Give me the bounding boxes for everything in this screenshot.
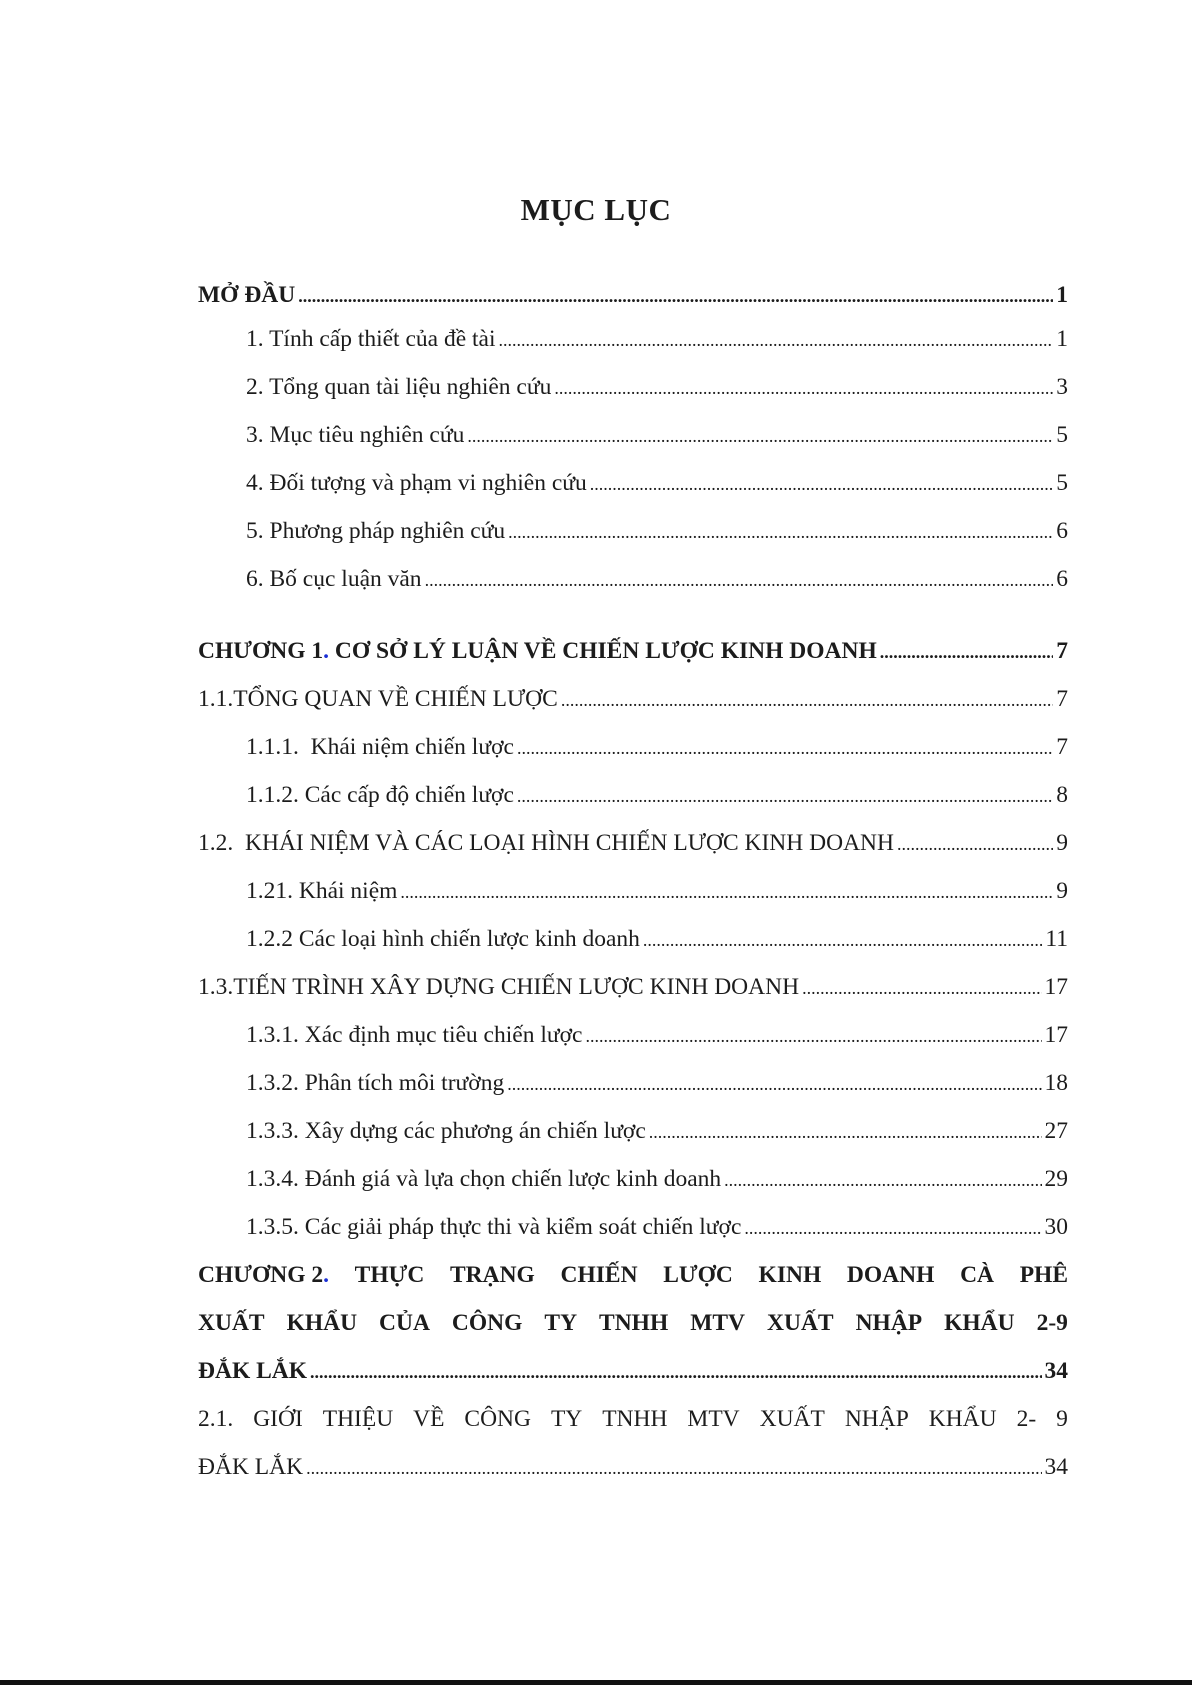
- toc-entry[interactable]: [246, 1020, 1068, 1051]
- dot-leader: [508, 517, 1053, 547]
- toc-entry-text: 1.2.2 Các loại hình chiến lược kinh doanh: [246, 926, 640, 952]
- dot-leader: [802, 973, 1041, 1003]
- toc-entry-text: ĐẮK LẮK: [198, 1454, 304, 1480]
- title-word: NHẬP: [855, 1310, 923, 1336]
- title-word: TNHH: [599, 1310, 669, 1336]
- toc-entry[interactable]: [246, 1116, 1068, 1147]
- title-word: XUẤT: [759, 1406, 825, 1432]
- toc-entry-text: 1.3.TIẾN TRÌNH XÂY DỰNG CHIẾN LƯỢC KINH DOANH: [198, 974, 800, 1000]
- dot-leader: [643, 925, 1042, 955]
- toc-entry[interactable]: [246, 1068, 1068, 1099]
- title-word: KHẨU: [286, 1310, 358, 1336]
- title-word: 2-9: [1036, 1310, 1068, 1336]
- toc-page-number: 7: [1056, 638, 1068, 664]
- dot-leader: [649, 1117, 1042, 1147]
- section-2-1-line-2: [198, 1452, 1068, 1483]
- title-word: 2-: [1016, 1406, 1037, 1432]
- toc-page-number: 5: [1056, 422, 1068, 448]
- dot-leader: [517, 781, 1053, 811]
- dot-leader: [897, 829, 1053, 859]
- toc-entry-text: 1.1.TỔNG QUAN VỀ CHIẾN LƯỢC: [198, 686, 558, 712]
- toc-page-number: 6: [1056, 518, 1068, 544]
- toc-entry-text: 5. Phương pháp nghiên cứu: [246, 518, 506, 544]
- title-word: PHÊ: [1019, 1262, 1068, 1288]
- toc-page-number: 9: [1056, 830, 1068, 856]
- toc-entry[interactable]: [246, 876, 1068, 907]
- toc-entry[interactable]: [246, 420, 1068, 451]
- title-word: CÀ: [960, 1262, 995, 1288]
- toc-page-number: 29: [1044, 1166, 1068, 1192]
- dot-leader: [499, 325, 1054, 355]
- title-word: DOANH: [846, 1262, 935, 1288]
- toc-entry-text: 1.3.5. Các giải pháp thực thi và kiểm soát chiến lược: [246, 1214, 742, 1240]
- title-word: CHIẾN: [560, 1262, 638, 1288]
- title-word: GIỚI: [253, 1406, 303, 1432]
- chapter-2-line-3: [198, 1356, 1068, 1387]
- toc-page-number: 34: [1044, 1454, 1068, 1480]
- title-word: LƯỢC: [663, 1262, 733, 1288]
- dot-leader: [400, 877, 1053, 907]
- dot-leader: [310, 1357, 1041, 1387]
- title-word: MTV: [690, 1310, 746, 1336]
- dot-leader: [298, 281, 1053, 311]
- toc-page-number: 18: [1044, 1070, 1068, 1096]
- toc-entry-mo-dau[interactable]: [198, 280, 1068, 311]
- chapter-2-line-2: [198, 1308, 1068, 1338]
- toc-page-number: 30: [1044, 1214, 1068, 1240]
- toc-entry[interactable]: [246, 780, 1068, 811]
- toc-entry-text: 1.3.1. Xác định mục tiêu chiến lược: [246, 1022, 583, 1048]
- chapter-prefix: CHƯƠNG 1: [198, 638, 324, 664]
- toc-entry-text: MỞ ĐẦU: [198, 282, 296, 308]
- dot-leader: [724, 1165, 1041, 1195]
- toc-entry-text: 1.21. Khái niệm: [246, 878, 398, 904]
- toc-page-number: 17: [1044, 1022, 1068, 1048]
- dot-leader: [425, 565, 1054, 595]
- toc-page-number: 34: [1044, 1358, 1068, 1384]
- toc-entry[interactable]: [246, 468, 1068, 499]
- toc-entry[interactable]: [246, 516, 1068, 547]
- toc-page-number: 1: [1056, 282, 1068, 308]
- toc-page-number: 1: [1056, 326, 1068, 352]
- toc-entry[interactable]: [246, 372, 1068, 403]
- toc-page-number: 7: [1056, 734, 1068, 760]
- toc-entry[interactable]: [246, 324, 1068, 355]
- page-title: MỤC LỤC: [520, 192, 672, 227]
- chapter-prefix: CHƯƠNG 2: [198, 1262, 324, 1288]
- section-2-1-line-1: [198, 1404, 1068, 1434]
- chapter-title: CƠ SỞ LÝ LUẬN VỀ CHIẾN LƯỢC KINH DOANH: [328, 638, 877, 664]
- dot-leader: [467, 421, 1053, 451]
- toc-entry-text: 1.3.4. Đánh giá và lựa chọn chiến lược kinh doanh: [246, 1166, 722, 1192]
- toc-page-number: 5: [1056, 470, 1068, 496]
- title-word: VỀ: [413, 1406, 445, 1432]
- chapter-dot: .: [323, 638, 329, 664]
- toc-entry-chapter-1[interactable]: [198, 636, 1068, 667]
- toc-entry[interactable]: [246, 732, 1068, 763]
- toc-entry-text: 1.3.2. Phân tích môi trường: [246, 1070, 505, 1096]
- toc-entry[interactable]: [198, 828, 1068, 859]
- toc-entry[interactable]: [246, 1164, 1068, 1195]
- title-word: KHẨU: [928, 1406, 997, 1432]
- toc-entry-text: 3. Mục tiêu nghiên cứu: [246, 422, 465, 448]
- chapter-prefix-group: [198, 1260, 329, 1290]
- title-word: 9: [1056, 1406, 1068, 1432]
- title-word: 2.1.: [198, 1406, 234, 1432]
- title-word: THỰC: [354, 1262, 425, 1288]
- dot-leader: [585, 1021, 1041, 1051]
- title-word: CÔNG: [464, 1406, 531, 1432]
- toc-entry-text: 4. Đối tượng và phạm vi nghiên cứu: [246, 470, 587, 496]
- toc-entry[interactable]: [198, 972, 1068, 1003]
- toc-entry-text: 1.1.1. Khái niệm chiến lược: [246, 734, 514, 760]
- toc-page-number: 3: [1056, 374, 1068, 400]
- dot-leader: [561, 685, 1053, 715]
- toc-page-number: 6: [1056, 566, 1068, 592]
- dot-leader: [590, 469, 1054, 499]
- dot-leader: [306, 1453, 1041, 1483]
- dot-leader: [517, 733, 1053, 763]
- title-word: THIỆU: [322, 1406, 394, 1432]
- toc-entry-text: 1. Tính cấp thiết của đề tài: [246, 326, 496, 352]
- toc-page-number: 7: [1056, 686, 1068, 712]
- toc-entry[interactable]: [198, 684, 1068, 715]
- title-word: NHẬP: [844, 1406, 909, 1432]
- chapter-2-line-1: [198, 1260, 1068, 1290]
- title-word: TRẠNG: [449, 1262, 535, 1288]
- toc-entry-text: 6. Bố cục luận văn: [246, 566, 422, 592]
- toc-entry[interactable]: [246, 1212, 1068, 1243]
- toc-page-number: 11: [1045, 926, 1068, 952]
- dot-leader: [880, 637, 1054, 667]
- toc-entry-text: ĐẮK LẮK: [198, 1358, 308, 1384]
- title-word: TY: [544, 1310, 578, 1336]
- toc-entry-text: 1.3.3. Xây dựng các phương án chiến lược: [246, 1118, 646, 1144]
- title-word: XUẤT: [198, 1310, 265, 1336]
- toc-entry-text: [198, 636, 877, 666]
- bottom-edge-rule: [0, 1680, 1192, 1685]
- toc-page-number: 9: [1056, 878, 1068, 904]
- toc-entry-text: 2. Tổng quan tài liệu nghiên cứu: [246, 374, 552, 400]
- toc-entry[interactable]: [246, 564, 1068, 595]
- title-word: CÔNG: [451, 1310, 523, 1336]
- title-word: KHẨU: [944, 1310, 1015, 1336]
- toc-entry-text: 1.2. KHÁI NIỆM VÀ CÁC LOẠI HÌNH CHIẾN LƯỢC KINH DOANH: [198, 830, 894, 856]
- toc-page-number: 27: [1044, 1118, 1068, 1144]
- dot-leader: [507, 1069, 1041, 1099]
- toc-page-number: 17: [1044, 974, 1068, 1000]
- title-word: TY: [550, 1406, 583, 1432]
- dot-leader: [554, 373, 1053, 403]
- title-word: XUẤT: [767, 1310, 834, 1336]
- dot-leader: [744, 1213, 1041, 1243]
- toc-entry-text: 1.1.2. Các cấp độ chiến lược: [246, 782, 514, 808]
- chapter-dot: .: [323, 1262, 329, 1288]
- title-word: MTV: [687, 1406, 740, 1432]
- title-word: TNHH: [602, 1406, 668, 1432]
- toc-page-number: 8: [1056, 782, 1068, 808]
- title-word: KINH: [758, 1262, 822, 1288]
- toc-entry[interactable]: [246, 924, 1068, 955]
- title-word: CỦA: [379, 1310, 430, 1336]
